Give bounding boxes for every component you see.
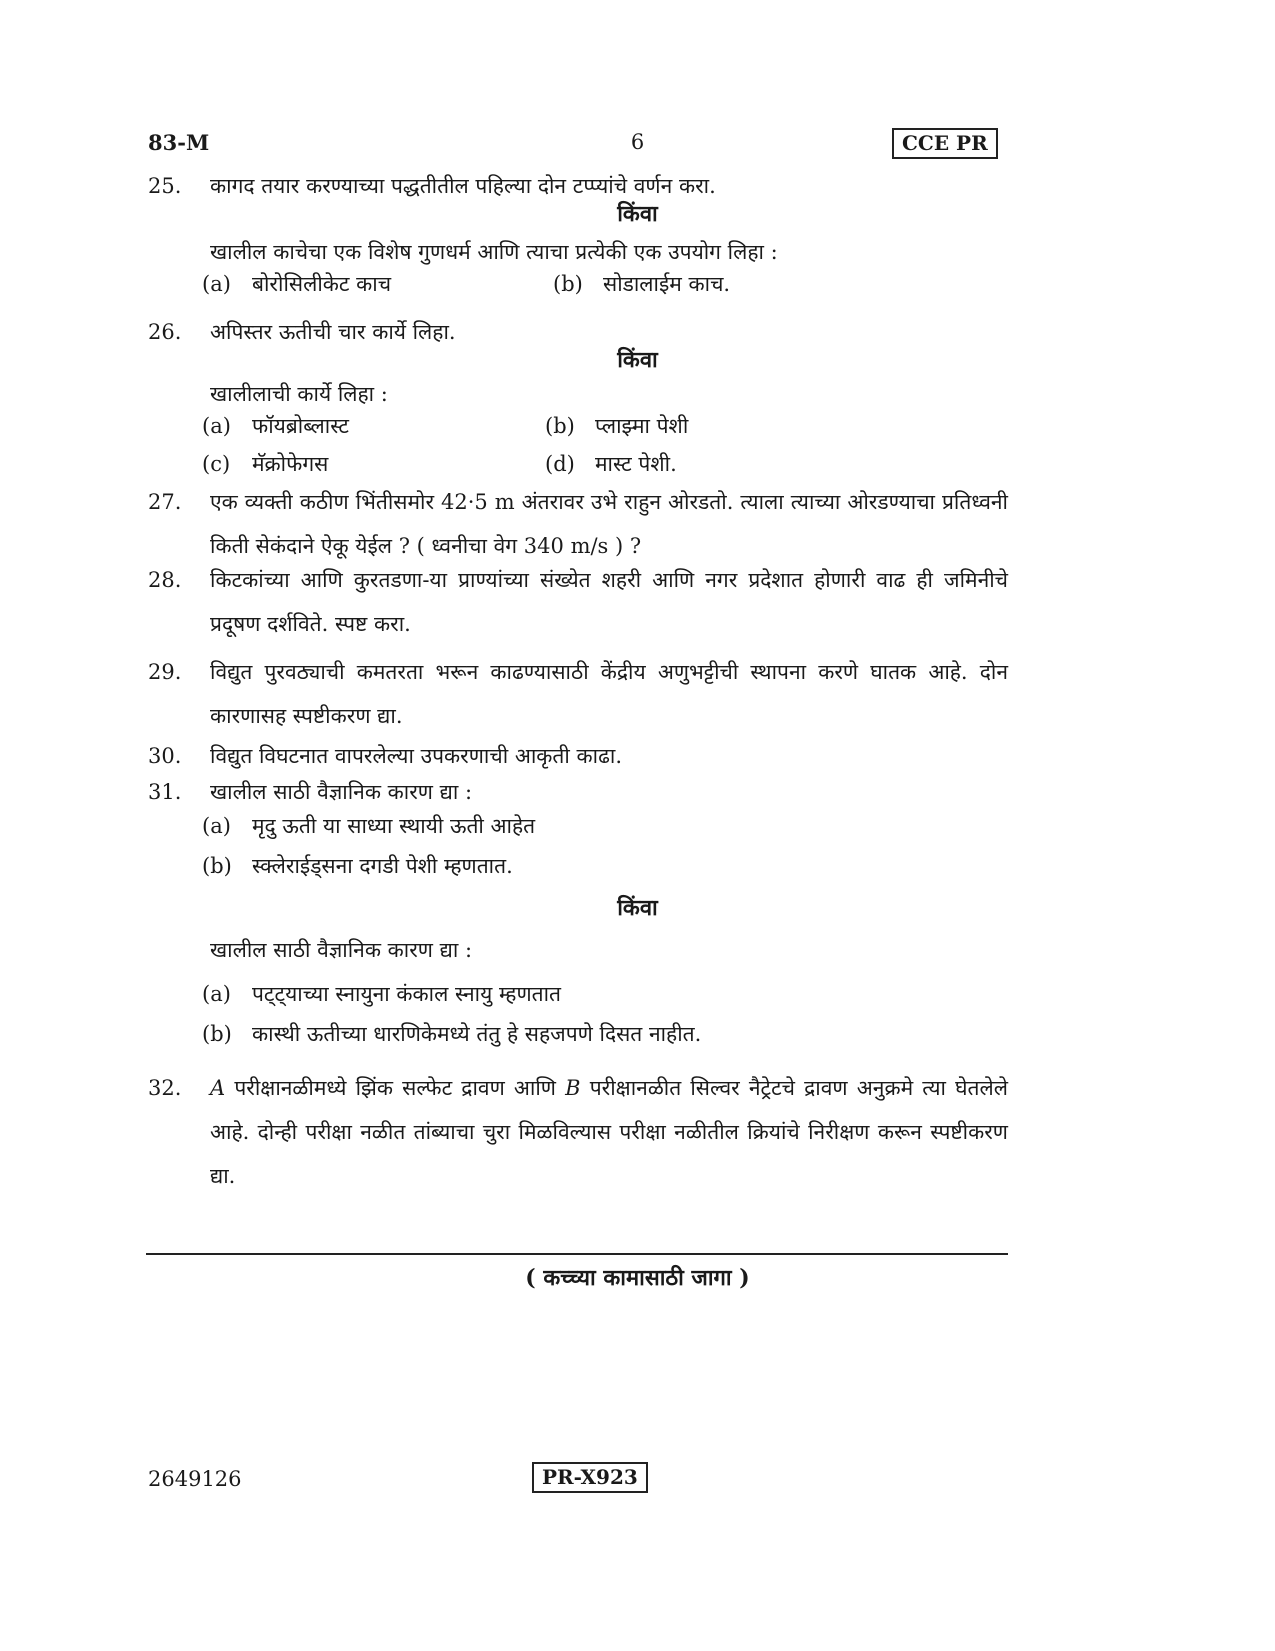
option-label: (a) xyxy=(202,272,231,296)
or-label: किंवा xyxy=(617,201,658,227)
page-number: 6 xyxy=(630,130,645,154)
option-text: कास्थी ऊतीच्या धारणिकेमध्ये तंतु हे सहजपणे दिसत नाहीत. xyxy=(252,1022,702,1046)
question-number: 27. xyxy=(148,490,182,514)
question-text: एक व्यक्ती कठीण भिंतीसमोर 42·5 m अंतरावर उभे राहुन ओरडतो. त्याला त्याच्या ओरडण्याचा प्रतिध्वनी किती सेकंदाने ऐकू येईल ? ( ध्वनीचा वेग 340 m/s ) ? xyxy=(210,490,1008,558)
question-text-part: परीक्षानळीत सिल्वर नैट्रेटचे द्रावण अनुक्रमे त्या घेतलेले आहे. दोन्ही परीक्षा नळीत तांब्याचा चुरा मिळविल्यास परीक्षा नळीतील क्रियांचे निरीक्षण करून स्पष्टीकरण द्या. xyxy=(210,1076,1008,1188)
question-number: 25. xyxy=(148,174,182,198)
question-text: कागद तयार करण्याच्या पद्धतीतील पहिल्या दोन टप्प्यांचे वर्णन करा. xyxy=(210,174,716,198)
question-32 xyxy=(148,1066,1008,1198)
question-text: खालीलाची कार्ये लिहा : xyxy=(210,382,388,406)
option-label: (b) xyxy=(202,854,232,878)
option-label: (a) xyxy=(202,814,231,838)
option-label: (d) xyxy=(545,452,575,476)
question-29 xyxy=(148,650,1008,738)
question-text: किटकांच्या आणि कुरतडणा-या प्राण्यांच्या संख्येत शहरी आणि नगर प्रदेशात होणारी वाढ ही जमिनीचे प्रदूषण दर्शविते. स्पष्ट करा. xyxy=(210,568,1008,636)
option-label: (c) xyxy=(202,452,231,476)
option-c xyxy=(202,446,328,482)
option-text: प्लाझ्मा पेशी xyxy=(595,414,689,438)
question-text: विद्युत विघटनात वापरलेल्या उपकरणाची आकृती काढा. xyxy=(210,744,623,768)
question-number: 32. xyxy=(148,1076,182,1100)
option-text: मॅक्रोफेगस xyxy=(252,452,329,476)
question-text: खालील साठी वैज्ञानिक कारण द्या : xyxy=(210,938,473,962)
option-a xyxy=(202,266,391,302)
horizontal-rule xyxy=(146,1253,1008,1255)
option-label: (b) xyxy=(202,1022,232,1046)
series-badge: CCE PR xyxy=(892,128,998,159)
question-text: खालील साठी वैज्ञानिक कारण द्या : xyxy=(210,780,473,804)
question-text: खालील काचेचा एक विशेष गुणधर्म आणि त्याचा प्रत्येकी एक उपयोग लिहा : xyxy=(210,240,778,264)
question-number: 26. xyxy=(148,320,182,344)
rough-work-label: ( कच्च्या कामासाठी जागा ) xyxy=(525,1265,750,1291)
footer-number: 2649126 xyxy=(148,1467,242,1491)
variable-a: A xyxy=(210,1076,226,1100)
question-text xyxy=(210,1066,1008,1198)
question-number: 28. xyxy=(148,568,182,592)
variable-b: B xyxy=(565,1076,581,1100)
question-text-part: परीक्षानळीमध्ये झिंक सल्फेट द्रावण आणि xyxy=(225,1076,566,1100)
option-text: पट्ट्याच्या स्नायुना कंकाल स्नायु म्हणतात xyxy=(252,982,562,1006)
option-text: फॉयब्रोब्लास्ट xyxy=(252,414,349,438)
option-label: (a) xyxy=(202,414,231,438)
option-text: मास्ट पेशी. xyxy=(595,452,677,476)
option-text: मृदु ऊती या साध्या स्थायी ऊती आहेत xyxy=(252,814,536,838)
footer-code-badge: PR-X923 xyxy=(532,1462,648,1493)
option-a xyxy=(202,808,535,844)
or-label: किंवा xyxy=(617,347,658,373)
option-a xyxy=(202,976,561,1012)
option-text: बोरोसिलीकेट काच xyxy=(252,272,392,296)
option-label: (b) xyxy=(545,414,575,438)
option-b xyxy=(202,1016,701,1052)
question-text: अपिस्तर ऊतीची चार कार्ये लिहा. xyxy=(210,320,456,344)
option-text: स्क्लेराईड्सना दगडी पेशी म्हणतात. xyxy=(252,854,513,878)
option-b xyxy=(553,266,730,302)
option-a xyxy=(202,408,349,444)
option-b xyxy=(545,408,688,444)
question-number: 31. xyxy=(148,780,182,804)
question-28 xyxy=(148,558,1008,646)
option-label: (a) xyxy=(202,982,231,1006)
option-b xyxy=(202,848,513,884)
or-label: किंवा xyxy=(617,895,658,921)
question-31-alternative xyxy=(148,928,1008,972)
paper-code: 83-M xyxy=(148,130,210,155)
option-text: सोडालाईम काच. xyxy=(603,272,731,296)
option-d xyxy=(545,446,677,482)
question-text: विद्युत पुरवठ्याची कमतरता भरून काढण्यासाठी केंद्रीय अणुभट्टीची स्थापना करणे घातक आहे. दोन कारणासह स्पष्टीकरण द्या. xyxy=(210,660,1008,728)
question-27 xyxy=(148,480,1008,568)
option-label: (b) xyxy=(553,272,583,296)
question-number: 30. xyxy=(148,744,182,768)
question-number: 29. xyxy=(148,660,182,684)
